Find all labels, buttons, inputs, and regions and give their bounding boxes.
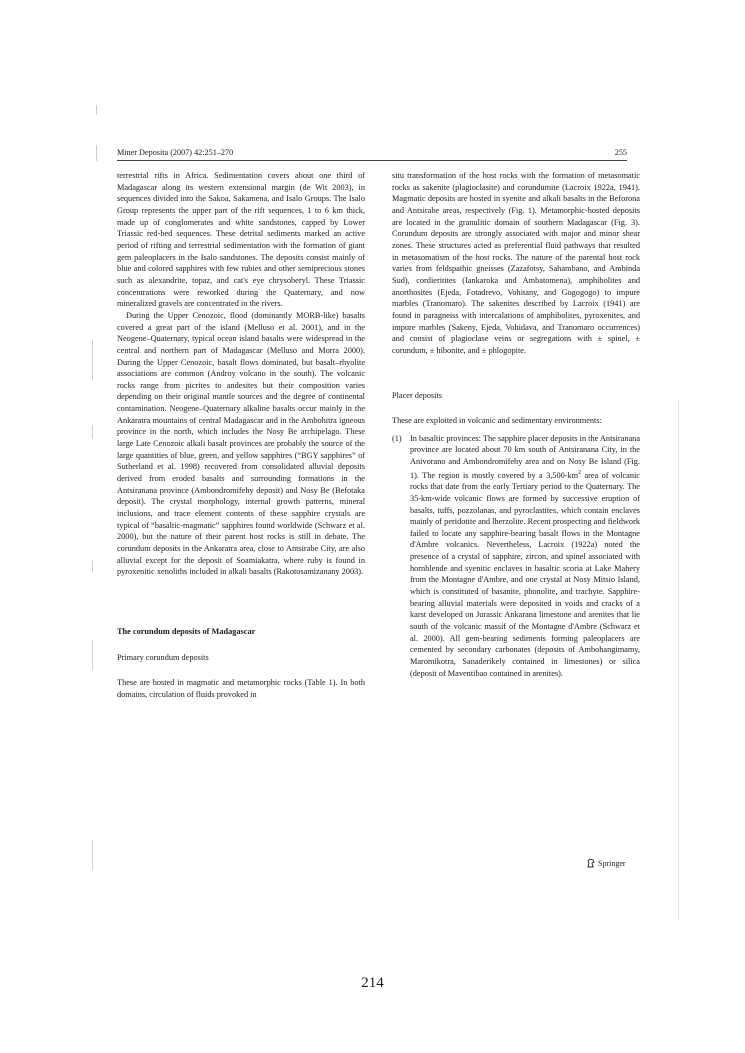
scan-mark: [92, 340, 93, 380]
list-text-part: area of volcanic rocks that date from the early Tertiary period to the Quaternary. The 35-km-wide volcanic flows are formed by successive eruption of basalts, tuffs, pozzolanas, and pyroclastites, which contain enclaves mainly of peridotite and lherzolite. Recent prospecting and fieldwork failed to locate any sapphire-bearing basalt flows in the Montagne d'Ambre volcanics. Nevertheless, Lacroix (1922a) noted the presence of a crystal of sapphire, zircon, and spinel associated with hornblende and syenitic enclaves in basaltic scoria at Lake Mahery from the Montagne d'Ambre, and one crystal at Nosy Mitsio Island, which is constituted of basanite, phonolite, and trachyte. Sapphire-bearing alluvial materials were deposited in voids and cracks of a karst developed on Jurassic Ankarana limestone and arenites that lie south of the volcanic massif of the Montagne d'Ambre (Schwarz et al. 2000). All gem-bearing sediments forming paleoplacers are cemented by secondary carbonates (deposits of Ambohangimamy, Maromikotra, Sanaderikely contained in limestones) or silica (deposit of Maventibao contained in arenites).: [410, 470, 640, 678]
list-text: [410, 433, 640, 680]
right-column: [392, 170, 640, 679]
superscript: 2: [578, 469, 582, 476]
scan-mark: [92, 425, 93, 439]
left-column: [117, 170, 365, 701]
list-item: [392, 433, 640, 680]
section-heading: The corundum deposits of Madagascar: [117, 626, 256, 636]
scan-mark: [96, 105, 97, 115]
paragraph: These are exploited in volcanic and sedimentary environments:: [392, 416, 602, 426]
publisher-name: Springer: [598, 858, 626, 868]
list-number: (1): [392, 433, 402, 443]
scan-mark: [92, 640, 93, 670]
page-number: 214: [361, 975, 384, 991]
scan-mark: [92, 560, 93, 572]
scan-edge-line: [678, 400, 679, 920]
springer-horse-icon: [587, 858, 595, 868]
journal-citation: Miner Deposita (2007) 42:251–270: [117, 148, 234, 157]
scan-mark: [92, 840, 93, 870]
paragraph: terrestrial rifts in Africa. Sedimentation covers about one third of Madagascar along its western extensional margin (de Wit 2003), in sequences divided into the Sakoa, Sakamena, and Isalo Groups. The Isalo Group represents the upper part of the rift sequences, 1 to 6 km thick, made up of conglomerates and white sandstones, capped by Lower Triassic red-bed sequences. These detrital sediments marked an active period of rifting and terrestrial sedimentation with the formation of giant gem paleoplacers in the Isalo sandstones. The deposits consist mainly of blue and colored sapphires with few rubies and other semiprecious stones such as alexandrite, topaz, and cat's eye chrysoberyl. These Triassic concentrations were reworked during the Quaternary, and now mineralized gravels are concentrated in the rivers.: [117, 171, 365, 309]
paragraph: situ transformation of the host rocks with the formation of metasomatic rocks as sakenite (plagioclasite) and corundumite (Lacroix 1922a, 1941). Magmatic deposits are hosted in syenite and alkali basalts in the Beforona and Antsirabe areas, respectively (Fig. 1). Metamorphic-hosted deposits are located in the granulitic domain of southern Madagascar (Fig. 3). Corundum deposits are strongly associated with major and minor shear zones. These structures acted as preferential fluid pathways that resulted in metasomatism of the host rocks. The nature of the parental host rock varies from feldspathic gneisses (Zazafotsy, Sahambano, and Ambinda Sud), cordieritites (Iankaroka and Ambatomena), amphibolites and anorthosites (Ejeda, Fotadrevo, Vohitany, and Gogogogo) to impure marbles (Tranomaro). The sakenites described by Lacroix (1941) are found in paragneiss with intercalations of amphibolites, pyroxenites, and impure marbles (Sakeny, Ejeda, Vohidava, and Tranomaro occurrences) and consist of plagioclase veins or segregations with ± spinel, ± corundum, ± hibonite, and ± phlogopite.: [392, 171, 640, 355]
paragraph: During the Upper Cenozoic, flood (dominantly MORB-like) basalts covered a great part of the island (Melluso et al. 2001), and in the Neogene–Quaternary, typical ocean island basalts were widespread in the central and northern part of Madagascar (Melluso and Morra 2000). During the Upper Cenozoic, basalt flows dominated, but basalt–rhyolite associations are common (Androy volcano in the south). The volcanic rocks range from picrites to andesites but their composition varies depending on their original mantle sources and the degree of continental contamination. Neogene–Quaternary alkaline basalts occur mainly in the Ankaratra mountains of central Madagascar and in the Ambohitra igneous province in the north, which includes the Nosy Be archipelago. These large Late Cenozoic alkali basalt provinces are probably the source of the large quantities of blue, green, and yellow sapphires (“BGY sapphires” of Sutherland et al. 1998) recovered from consolidated alluvial deposits derived from eroded basalts and surrounding formations in the Antsiranana province (Ambondromifehy deposit) and Nosy Be (Befotaka deposit). The crystal morphology, internal growth patterns, mineral inclusions, and trace element contents of these sapphire crystals are typical of “basaltic-magmatic” sapphires found worldwide (Schwarz et al. 2000), but the nature of their parent host rocks is still in debate. The corundum deposits in the Ankaratra area, close to Antsirabe City, are also alluvial except for the deposit of Soamiakatra, where ruby is found in pyroxenitic xenoliths included in alkali basalts (Rakotosamizanany 2003).: [117, 310, 365, 577]
subsection-heading: Placer deposits: [392, 390, 443, 400]
list-text-part: In basaltic provinces: The sapphire placer deposits in the Antsiranana province are located about 70 km south of Antsiranana City, in the Anivorano and Ambondromifehy area and on Nosy Be Island (Fig. 1). The region is mostly covered by a 3,500-km: [410, 433, 641, 480]
subsection-heading: Primary corundum deposits: [117, 652, 209, 662]
publisher-logo: [587, 858, 626, 868]
paragraph: These are hosted in magmatic and metamorphic rocks (Table 1). In both domains, circulation of fluids provoked in: [117, 678, 365, 699]
running-header: [117, 148, 627, 161]
scan-mark: [96, 145, 97, 161]
header-page-number: 255: [614, 148, 627, 157]
